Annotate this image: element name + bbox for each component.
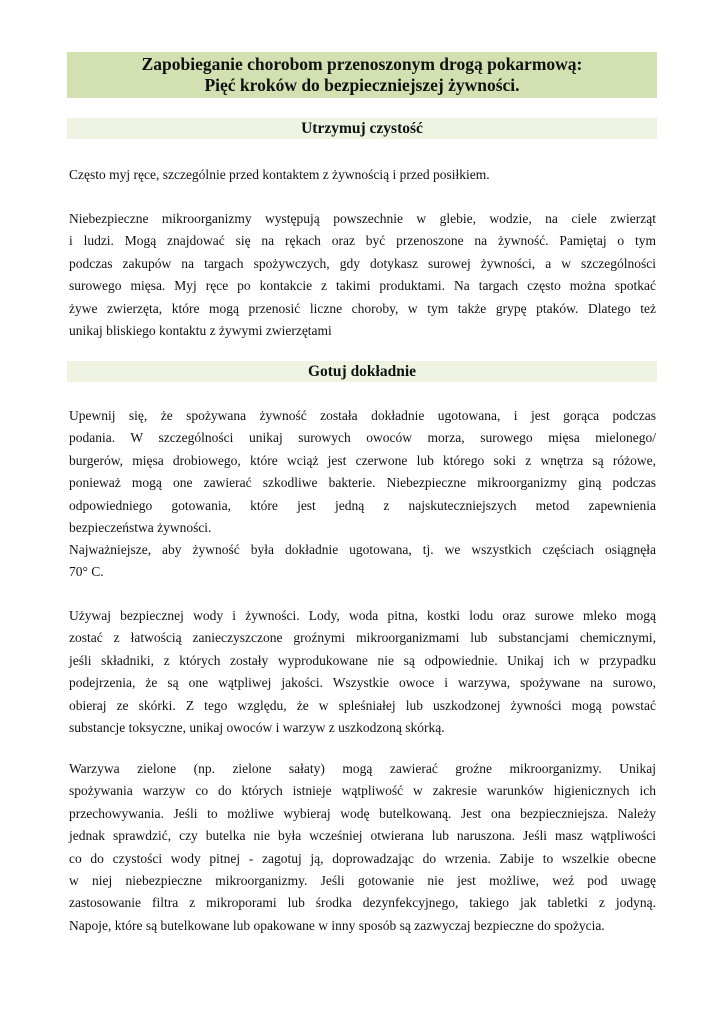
text-line: przechowywania. Jeśli to możliwe wybieraj wodę butelkowaną. Jest ona bezpieczniejsza. Należy: [69, 805, 656, 821]
text-line: ponieważ mogą one zawierać szkodliwe bakterie. Niebezpieczne mikroorganizmy giną podczas: [69, 475, 656, 491]
section-heading-cook-thoroughly: Gotuj dokładnie: [67, 361, 657, 382]
paragraph-green-vegetables: [69, 758, 656, 937]
text-line: spożywania warzyw co do których istnieje wątpliwość w zakresie warunków higienicznych ich: [69, 783, 656, 799]
document-title: [67, 52, 657, 98]
text-line: Najważniejsze, aby żywność była dokładnie ugotowana, tj. we wszystkich częściach osiągnęła: [69, 542, 656, 557]
text-line: żywe zwierzęta, które mogą przenosić liczne choroby, w tym także grypę ptaków. Dlatego też: [69, 300, 656, 316]
text-line: surowego mięsa. Myj ręce po kontakcie z takimi produktami. Na targach często można spotkać: [69, 278, 656, 294]
text-line: jeśli składniki, z których zostały wyprodukowane nie są odpowiednie. Unikaj ich w przypadku: [69, 652, 656, 668]
paragraph-wash-hands: [69, 164, 656, 186]
text-line: jednak sprawdzić, czy butelka nie była wcześniej otwierana lub naruszona. Jeśli masz wątpliwości: [69, 828, 656, 844]
text-line: substancje toksyczne, unikaj owoców i warzyw z uszkodzoną skórką.: [69, 719, 445, 735]
section-heading-keep-clean: Utrzymuj czystość: [67, 118, 657, 139]
title-line-2: Pięć kroków do bezpieczniejszej żywności.: [204, 75, 520, 95]
text-line: i ludzi. Mogą znajdować się na rękach oraz być przenoszone na żywność. Pamiętaj o tym: [69, 233, 656, 249]
paragraph-ensure-cooked: [69, 405, 656, 539]
text-line: Niebezpieczne mikroorganizmy występują powszechnie w glebie, wodzie, na ciele zwierząt: [69, 211, 656, 226]
text-line: zostać z łatwością zanieczyszczone groźnymi mikroorganizmami lub substancjami chemicznymi,: [69, 630, 656, 646]
text-line: Napoje, które są butelkowane lub opakowane w inny sposób są zazwyczaj bezpieczne do spożycia.: [69, 917, 605, 933]
paragraph-temperature: [69, 539, 656, 584]
text-line: Warzywa zielone (np. zielone sałaty) mogą zawierać groźne mikroorganizmy. Unikaj: [69, 761, 656, 776]
text-line: Często myj ręce, szczególnie przed kontaktem z żywnością i przed posiłkiem.: [69, 167, 490, 182]
text-line: podania. W szczególności unikaj surowych owoców morza, surowego mięsa mielonego/: [69, 430, 656, 446]
text-line: podejrzenia, że są one wątpliwej jakości. Wszystkie owoce i warzywa, spożywane na surowo,: [69, 675, 656, 691]
text-line: podczas zakupów na targach spożywczych, gdy dotykasz surowej żywności, a w szczególności: [69, 255, 656, 271]
title-line-1: Zapobieganie chorobom przenoszonym drogą pokarmową:: [141, 54, 583, 74]
text-line: obieraj ze skórki. Z tego względu, że w spleśniałej lub uszkodzonej żywności mogą powstać: [69, 697, 656, 713]
text-line: Upewnij się, że spożywana żywność została dokładnie ugotowana, i jest gorąca podczas: [69, 408, 656, 423]
text-line: w niej niebezpieczne mikroorganizmy. Jeśli gotowanie nie jest możliwe, weź pod uwagę: [69, 872, 656, 888]
text-line: burgerów, mięsa drobiowego, które wciąż jest czerwone lub którego soki z wnętrza są różowe,: [69, 452, 656, 468]
text-line: bezpieczeństwa żywności.: [69, 519, 212, 535]
paragraph-safe-water: [69, 605, 656, 739]
text-line: 70° C.: [69, 564, 104, 580]
text-line: unikaj bliskiego kontaktu z żywymi zwierzętami: [69, 322, 332, 338]
text-line: zastosowanie filtra z mikroporami lub środka dezynfekcyjnego, takiego jak tabletki z jodyną.: [69, 895, 656, 911]
text-line: co do czystości wody pitnej - zagotuj ją, doprowadzając do wrzenia. Zabije to wszelkie obecne: [69, 850, 656, 866]
text-line: Używaj bezpiecznej wody i żywności. Lody, woda pitna, kostki lodu oraz surowe mleko mogą: [69, 608, 656, 623]
text-line: odpowiedniego gotowania, które jest jedną z najskuteczniejszych metod zapewnienia: [69, 497, 656, 513]
paragraph-microorganisms: [69, 208, 656, 342]
